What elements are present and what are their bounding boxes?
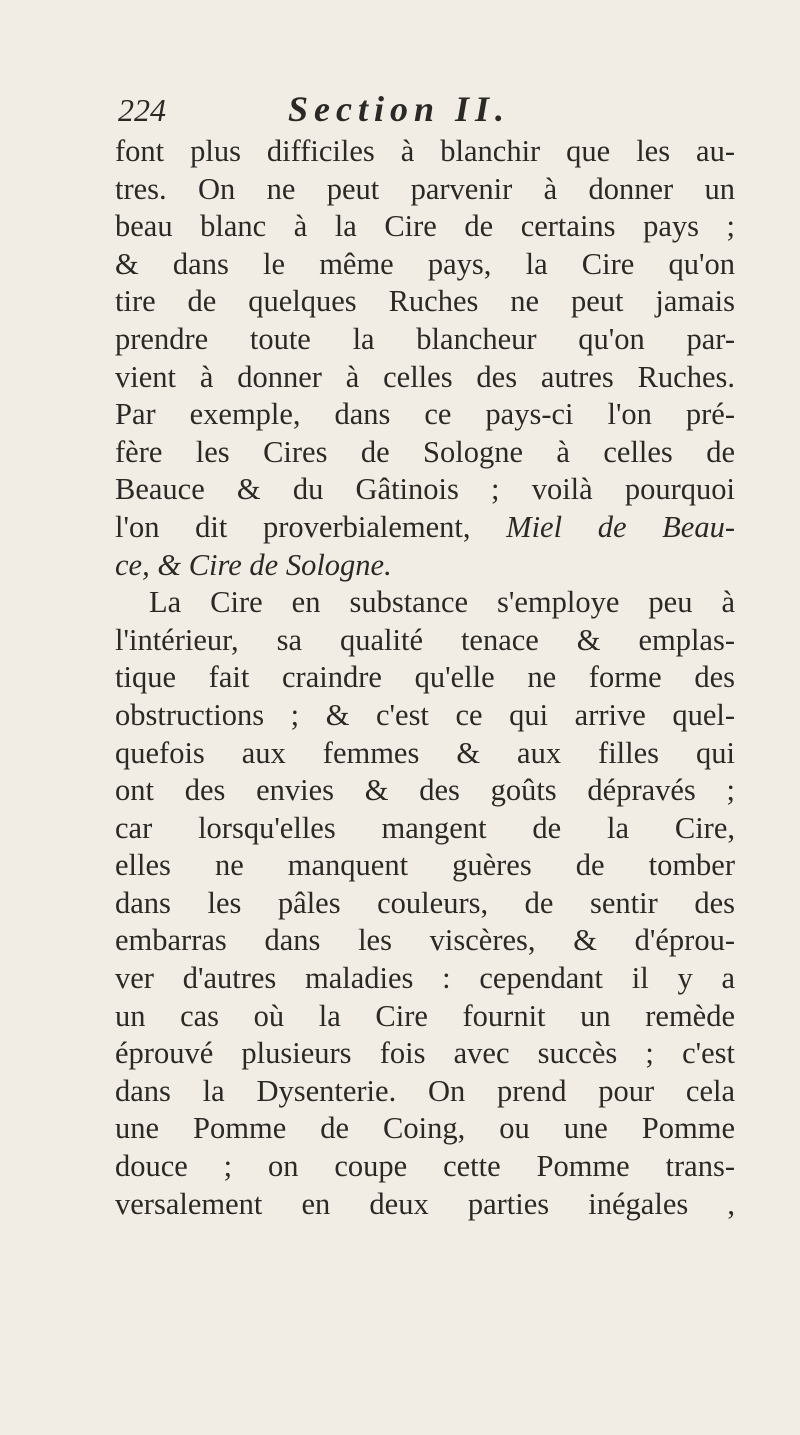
text-line: douce ; on coupe cette Pomme trans- [115, 1149, 735, 1184]
page-header [118, 88, 718, 132]
text-line: tire de quelques Ruches ne peut jamais [115, 284, 735, 319]
italic-phrase: ce, & [115, 547, 189, 582]
text-line: quefois aux femmes & aux filles qui [115, 735, 735, 770]
text-line: font plus difficiles à blanchir que les au- [115, 134, 735, 168]
text-line: prendre toute la blancheur qu'on par- [115, 321, 735, 356]
text-line [115, 509, 735, 547]
text-line: versalement en deux parties inégales , [115, 1186, 735, 1221]
text-line [115, 547, 735, 585]
paragraph-start-line: La Cire en substance s'employe peu à [149, 585, 735, 620]
body-text [115, 133, 735, 1223]
text-line: éprouvé plusieurs fois avec succès ; c'est [115, 1036, 735, 1071]
text-line: ver d'autres maladies : cependant il y a [115, 961, 735, 996]
text-line: embarras dans les viscères, & d'éprou- [115, 923, 735, 958]
running-head: Section II. [288, 89, 511, 129]
text-line: tique fait craindre qu'elle ne forme des [115, 660, 735, 695]
text-line: Par exemple, dans ce pays-ci l'on pré- [115, 397, 735, 432]
text-line: dans la Dysenterie. On prend pour cela [115, 1073, 735, 1108]
text-line: vient à donner à celles des autres Ruches. [115, 359, 735, 394]
text-line: ont des envies & des goûts dépravés ; [115, 773, 735, 808]
text-line: l'intérieur, sa qualité tenace & emplas- [115, 622, 735, 657]
text-line: fère les Cires de Sologne à celles de [115, 434, 735, 469]
text-line: dans les pâles couleurs, de sentir des [115, 885, 735, 920]
text-line: un cas où la Cire fournit un remède [115, 998, 735, 1033]
page-number: 224 [118, 92, 166, 128]
text-line: une Pomme de Coing, ou une Pomme [115, 1111, 735, 1146]
text-line: beau blanc à la Cire de certains pays ; [115, 209, 735, 244]
italic-phrase: Cire de Sologne. [188, 547, 392, 582]
text-line: & dans le même pays, la Cire qu'on [115, 246, 735, 281]
italic-phrase: Miel de Beau- [506, 509, 735, 544]
text-line: tres. On ne peut parvenir à donner un [115, 171, 735, 206]
text-line: car lorsqu'elles mangent de la Cire, [115, 810, 735, 845]
text-segment: l'on dit proverbialement, [115, 509, 507, 544]
text-line: obstructions ; & c'est ce qui arrive quel- [115, 697, 735, 732]
text-line: Beauce & du Gâtinois ; voilà pourquoi [115, 472, 735, 507]
text-line: elles ne manquent guères de tomber [115, 848, 735, 883]
